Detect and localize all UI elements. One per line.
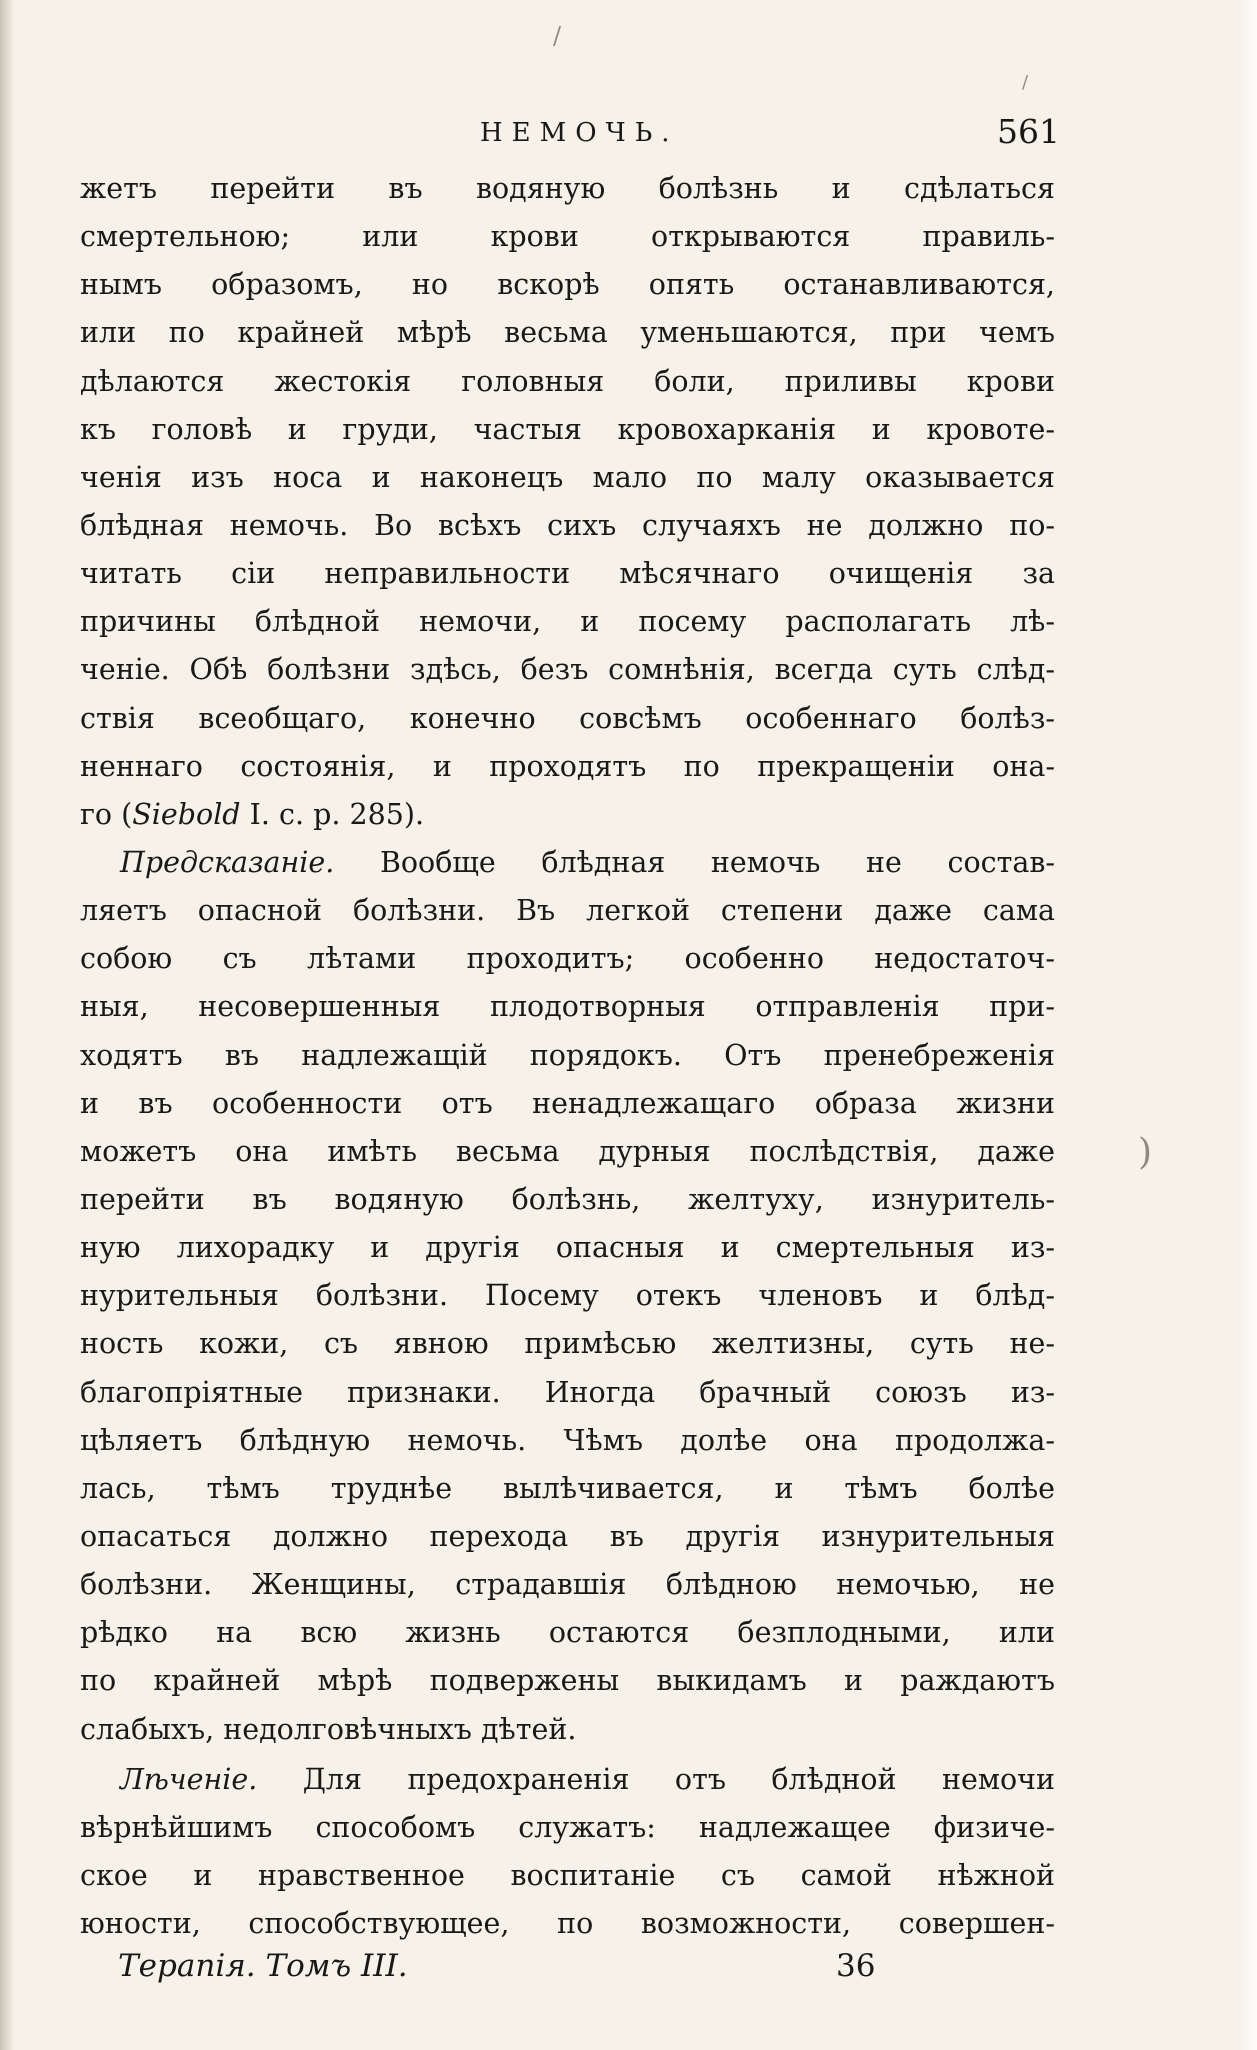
text-line: ченіе. Обѣ болѣзни здѣсь, безъ сомнѣнія, всегда суть слѣд- — [80, 653, 1055, 687]
text-line: вѣрнѣйшимъ способомъ служатъ: надлежащее физиче- — [80, 1810, 1055, 1844]
citation-prefix: го ( — [80, 797, 133, 831]
text-line: рѣдко на всю жизнь остаются безплодными, или — [80, 1616, 1055, 1650]
text-line: ствія всеобщаго, конечно совсѣмъ особеннаго болѣз- — [80, 701, 1055, 735]
stray-mark: / — [553, 22, 562, 50]
text-line: ную лихорадку и другія опасныя и смертельныя из- — [80, 1231, 1055, 1265]
treatment-first-line-text: Для предохраненія отъ блѣдной немочи — [302, 1762, 1055, 1796]
prognosis-heading: Предсказаніе. — [120, 845, 335, 879]
text-line: по крайней мѣрѣ подвержены выкидамъ и раждаютъ — [80, 1664, 1055, 1698]
running-head — [85, 108, 1060, 158]
citation-author: Siebold — [132, 797, 241, 831]
treatment-heading: Лѣченіе. — [120, 1762, 258, 1796]
text-line: дѣлаются жестокія головныя боли, приливы крови — [80, 364, 1055, 398]
text-line: ляетъ опасной болѣзни. Въ легкой степени даже сама — [80, 894, 1055, 928]
text-line: читать сіи неправильности мѣсячнаго очищенія за — [80, 557, 1055, 591]
page-edge — [1239, 0, 1257, 2050]
page-footer — [118, 1948, 958, 1998]
text-line: ность кожи, съ явною примѣсью желтизны, суть не- — [80, 1327, 1055, 1361]
text-line: опасаться должно перехода въ другія изнурительныя — [80, 1519, 1055, 1553]
stray-mark: ) — [1138, 1132, 1153, 1173]
text-line: перейти въ водяную болѣзнь, желтуху, изнуритель- — [80, 1182, 1055, 1216]
text-line: лась, тѣмъ труднѣе вылѣчивается, и тѣмъ болѣе — [80, 1471, 1055, 1505]
text-line: къ головѣ и груди, частыя кровохарканія и кровоте- — [80, 412, 1055, 446]
text-line: или по крайней мѣрѣ весьма уменьшаются, при чемъ — [80, 316, 1055, 350]
prognosis-first-line — [80, 839, 1055, 887]
text-line: жетъ перейти въ водяную болѣзнь и сдѣлаться — [80, 172, 1055, 205]
citation-reference: I. с. р. 285). — [240, 797, 425, 831]
text-line: благопріятные признаки. Иногда брачный союзъ из- — [80, 1375, 1055, 1409]
text-line: ходятъ въ надлежащій порядокъ. Отъ пренебреженія — [80, 1038, 1055, 1072]
running-title: НЕМОЧЬ. — [480, 118, 679, 148]
text-line: ченія изъ носа и наконецъ мало по малу оказывается — [80, 460, 1055, 494]
text-line: смертельною; или крови открываются правиль- — [80, 220, 1055, 254]
text-line: неннаго состоянія, и проходятъ по прекращеніи она- — [80, 749, 1055, 783]
text-line: нурительныя болѣзни. Посему отекъ членовъ и блѣд- — [80, 1279, 1055, 1313]
text-line: нымъ образомъ, но вскорѣ опять останавливаются, — [80, 268, 1055, 302]
text-line: ское и нравственное воспитаніе съ самой нѣжной — [80, 1858, 1055, 1892]
citation-line — [80, 791, 1055, 839]
text-line: ныя, несовершенныя плодотворныя отправленія при- — [80, 990, 1055, 1024]
main-text — [80, 165, 1055, 1948]
treatment-first-line — [80, 1756, 1055, 1804]
page-number: 561 — [997, 112, 1060, 151]
footer-title: Терапія. Томъ III. — [118, 1948, 408, 1984]
text-line: можетъ она имѣть весьма дурныя послѣдствія, даже — [80, 1134, 1055, 1168]
text-line: и въ особенности отъ ненадлежащаго образа жизни — [80, 1086, 1055, 1120]
text-line: болѣзни. Женщины, страдавшія блѣдною немочью, не — [80, 1568, 1055, 1602]
text-line: причины блѣдной немочи, и посему располагать лѣ- — [80, 605, 1055, 639]
text-line: блѣдная немочь. Во всѣхъ сихъ случаяхъ не должно по- — [80, 508, 1055, 542]
prognosis-first-line-text: Вообще блѣдная немочь не состав- — [379, 845, 1055, 879]
binding-shadow — [0, 0, 14, 2050]
text-line: слабыхъ, недолговѣчныхъ дѣтей. — [80, 1712, 577, 1746]
text-line: цѣляетъ блѣдную немочь. Чѣмъ долѣе она продолжа- — [80, 1423, 1055, 1457]
text-line: юности, способствующее, по возможности, совершен- — [80, 1907, 1055, 1941]
text-line: собою съ лѣтами проходитъ; особенно недостаточ- — [80, 942, 1055, 976]
signature-mark: 36 — [836, 1948, 876, 1984]
stray-mark: / — [1022, 72, 1029, 93]
